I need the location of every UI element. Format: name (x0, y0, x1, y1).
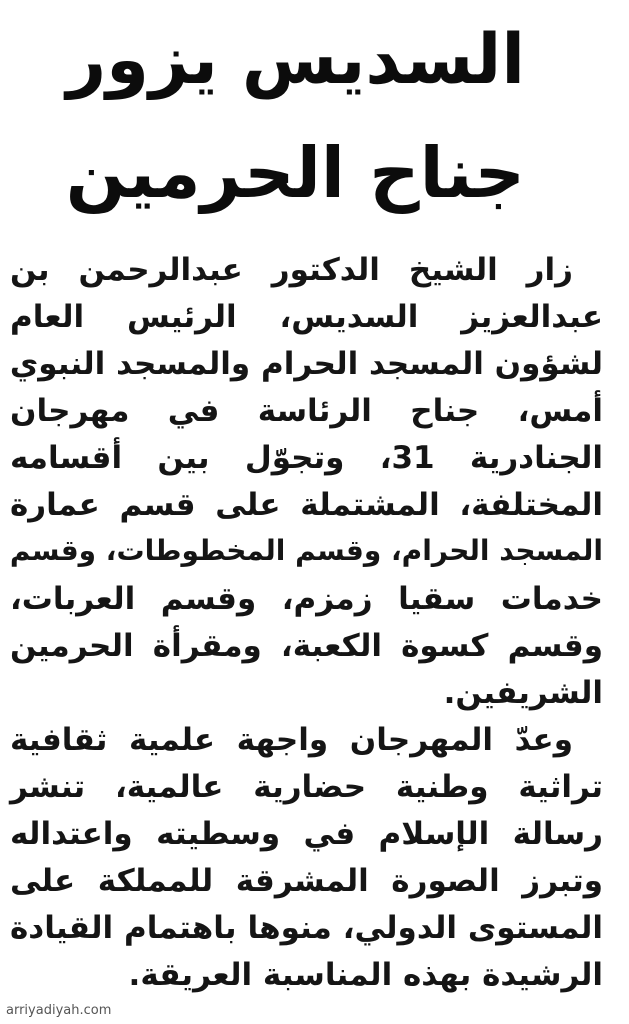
paragraph-2-line-2: تراثية وطنية حضارية عالمية، تنشر (10, 769, 603, 805)
paragraph-2-line-4: وتبرز الصورة المشرقة للمملكة على (10, 863, 603, 899)
source-watermark: arriyadiyah.com (6, 1003, 112, 1018)
paragraph-2-line-1: وعدّ المهرجان واجهة علمية ثقافية (10, 722, 573, 758)
paragraph-1-line-6: المختلفة، المشتملة على قسم عمارة (10, 487, 603, 523)
paragraph-1-line-10: الشريفين. (443, 675, 603, 711)
paragraph-1-line-7: المسجد الحرام، وقسم المخطوطات، وقسم (9, 534, 603, 567)
paragraph-2-line-5: المستوى الدولي، منوها باهتمام القيادة (10, 910, 603, 946)
paragraph-2-line-6: الرشيدة بهذه المناسبة العريقة. (128, 957, 603, 993)
paragraph-1-line-5: الجنادرية 31، وتجوّل بين أقسامه (10, 440, 603, 476)
paragraph-1-line-1: زار الشيخ الدكتور عبدالرحمن بن (10, 252, 573, 288)
headline-line-2: جناح الحرمين (65, 132, 525, 214)
paragraph-1-line-2: عبدالعزيز السديس، الرئيس العام (10, 299, 603, 335)
paragraph-1-line-9: وقسم كسوة الكعبة، ومقرأة الحرمين (10, 628, 603, 664)
paragraph-1-line-8: خدمات سقيا زمزم، وقسم العربات، (10, 581, 603, 617)
paragraph-1-line-3: لشؤون المسجد الحرام والمسجد النبوي (9, 346, 603, 382)
paragraph-1-line-4: أمس، جناح الرئاسة في مهرجان (10, 393, 603, 429)
paragraph-2-line-3: رسالة الإسلام في وسطيته واعتداله (10, 816, 603, 852)
headline-line-1: السديس يزور (66, 20, 525, 100)
